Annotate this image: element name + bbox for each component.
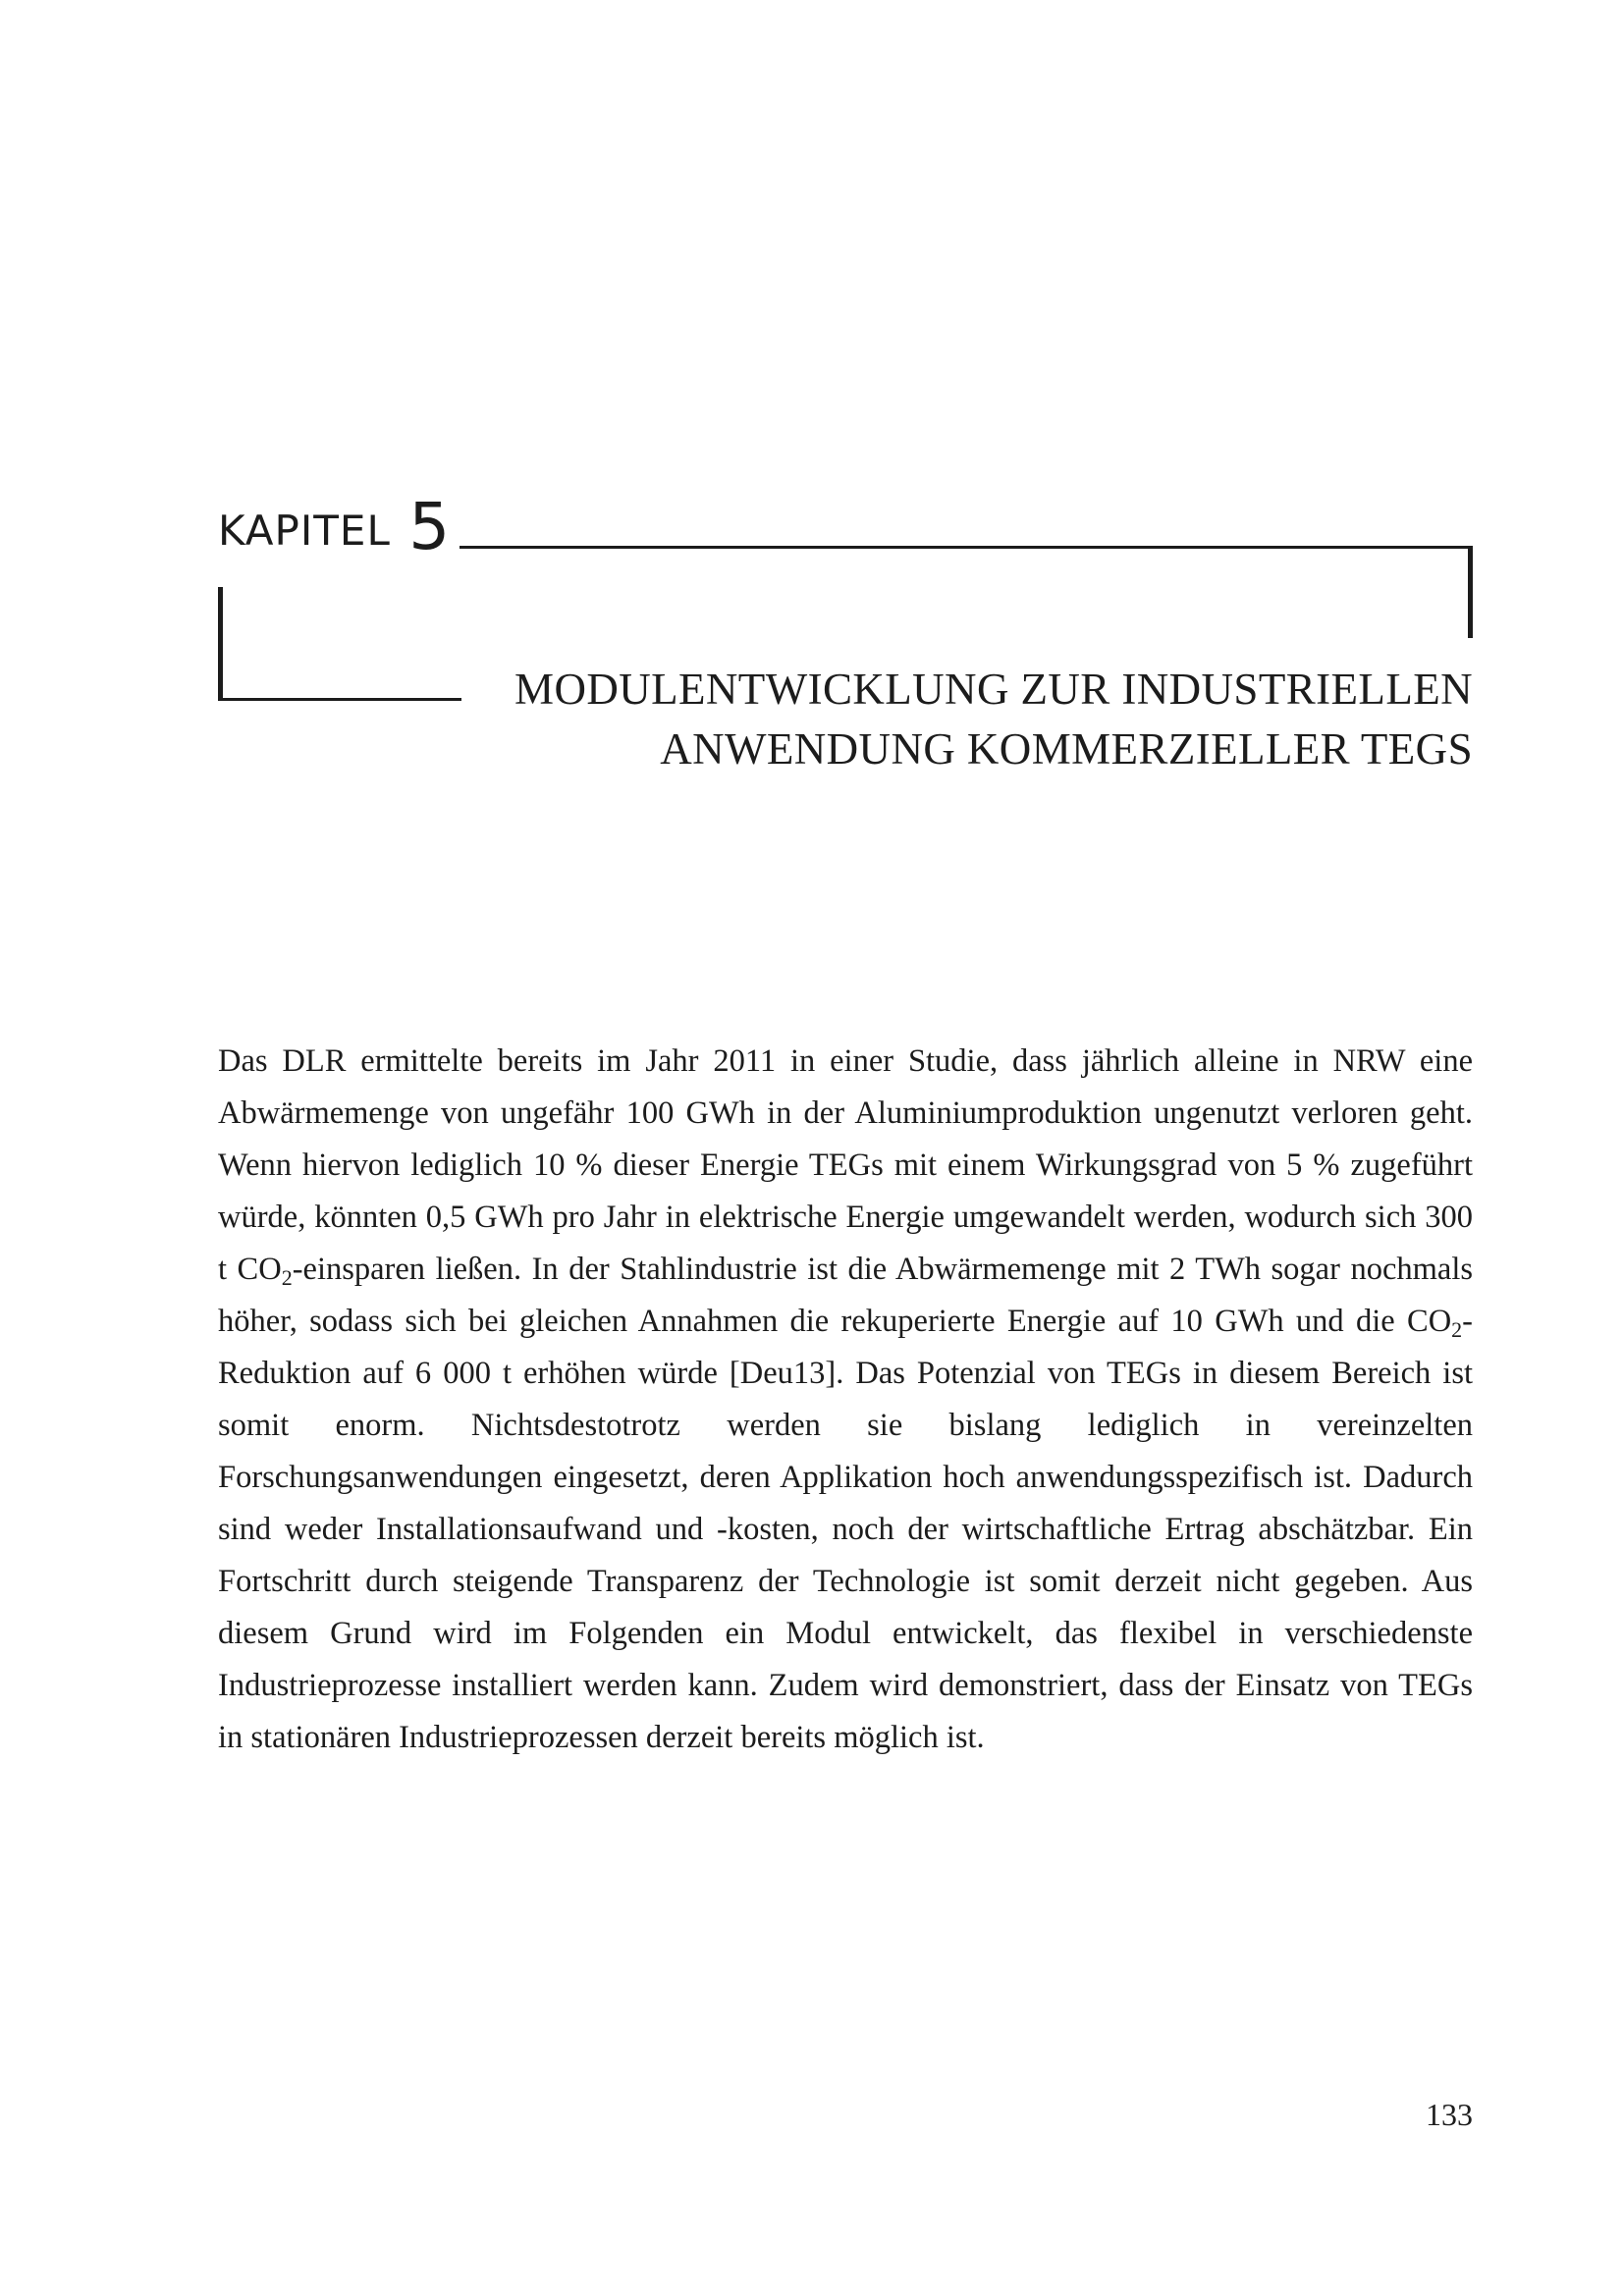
chapter-rule-right <box>1468 546 1473 638</box>
body-text-segment-2: -einsparen ließen. In der Stahlindustrie ist die Abwärmemenge mit 2 TWh sogar nochmals höher, sodass sich bei gleichen Annahmen die rekuperierte Energie auf 10 GWh und die CO <box>218 1252 1473 1339</box>
page-number: 133 <box>1426 2097 1473 2132</box>
co2-subscript-1: 2 <box>281 1265 293 1290</box>
chapter-number: 5 <box>408 489 452 564</box>
body-text-segment-1: Das DLR ermittelte bereits im Jahr 2011 in einer Studie, dass jährlich alleine in NRW eine Abwärmemenge von ungefähr 100 GWh in der Aluminiumproduktion ungenutzt verloren geht. Wenn hiervon lediglich 10 % dieser Energie TEGs mit einem Wirkungsgrad von 5 % zugeführt würde, könnten 0,5 GWh pro Jahr in elektrische Energie umgewandelt werden, wodurch sich 300 t CO <box>218 1043 1473 1287</box>
chapter-title-line-2: ANWENDUNG KOMMERZIELLER TEGS <box>660 724 1473 774</box>
chapter-title-line-1: MODULENTWICKLUNG ZUR INDUSTRIELLEN <box>514 665 1473 714</box>
chapter-label <box>218 489 452 564</box>
chapter-label-word: KAPITEL <box>218 507 391 555</box>
body-text-segment-3: -Reduktion auf 6 000 t erhöhen würde [Deu13]. Das Potenzial von TEGs in diesem Bereich ist somit enorm. Nichtsdestotrotz werden sie bislang lediglich in vereinzelten Forschungsanwendungen eingesetzt, deren Applikation hoch anwendungsspezifisch ist. Dadurch sind weder Installationsaufwand und -kosten, noch der wirtschaftliche Ertrag abschätzbar. Ein Fortschritt durch steigende Transparenz der Technologie ist somit derzeit nicht gegeben. Aus diesem Grund wird im Folgenden ein Modul entwickelt, das flexibel in verschiedenste Industrieprozesse installiert werden kann. Zudem wird demonstriert, dass der Einsatz von TEGs in stationären Industrieprozessen derzeit bereits möglich ist. <box>218 1304 1473 1755</box>
chapter-rule-top <box>460 546 1471 549</box>
body-paragraph <box>218 1036 1473 1764</box>
chapter-title <box>461 660 1473 779</box>
co2-subscript-2: 2 <box>1451 1317 1463 1342</box>
chapter-rule-left <box>218 587 223 701</box>
chapter-rule-bottom <box>218 698 461 701</box>
